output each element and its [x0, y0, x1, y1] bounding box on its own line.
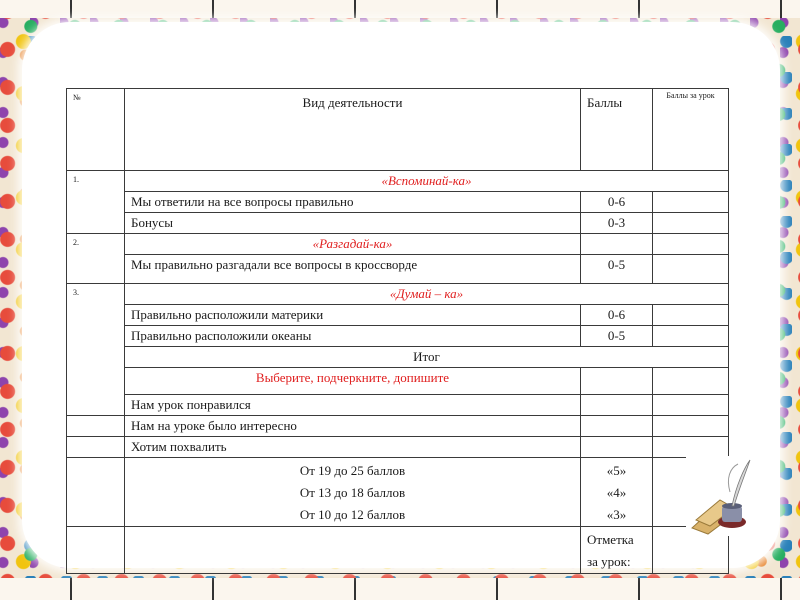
instruction-row	[67, 368, 729, 395]
total-row	[67, 347, 729, 368]
background-top-strip	[0, 0, 800, 18]
table-row	[67, 305, 729, 326]
section-row	[67, 234, 729, 255]
empty-cell	[653, 368, 729, 395]
feedback-row	[67, 395, 729, 416]
activity-cell: Правильно расположили океаны	[125, 326, 581, 347]
table-row	[67, 255, 729, 284]
grading-marks	[581, 458, 653, 527]
feedback-text: Нам на уроке было интересно	[125, 416, 581, 437]
empty-cell	[581, 395, 653, 416]
quill-and-inkwell-icon	[686, 456, 754, 536]
grading-range: От 19 до 25 баллов	[299, 463, 406, 478]
final-mark-row	[67, 527, 729, 574]
table-row	[67, 326, 729, 347]
feedback-row	[67, 416, 729, 437]
total-label: Итог	[125, 347, 729, 368]
table-row	[67, 213, 729, 234]
empty-cell	[581, 437, 653, 458]
feedback-text: Хотим похвалить	[125, 437, 581, 458]
score-cell: 0-5	[581, 326, 653, 347]
section-number: 1.	[67, 171, 125, 234]
empty-number-cell	[67, 437, 125, 458]
score-cell: 0-5	[581, 255, 653, 284]
score-cell: 0-6	[581, 305, 653, 326]
activity-cell: Мы ответили на все вопросы правильно	[125, 192, 581, 213]
lesson-score-cell[interactable]	[653, 234, 729, 255]
section-row	[67, 171, 729, 192]
empty-number-cell	[67, 416, 125, 437]
grading-row	[67, 458, 729, 527]
empty-cell	[653, 416, 729, 437]
grading-ranges	[125, 458, 581, 527]
activity-cell: Бонусы	[125, 213, 581, 234]
activity-cell: Правильно расположили материки	[125, 305, 581, 326]
score-cell: 0-3	[581, 213, 653, 234]
empty-cell	[653, 395, 729, 416]
lesson-score-cell[interactable]	[653, 326, 729, 347]
grading-range: От 10 до 12 баллов	[299, 507, 406, 522]
table-row	[67, 192, 729, 213]
empty-number-cell	[67, 527, 125, 574]
final-mark-label: Отметка за урок:	[581, 527, 653, 574]
header-number: №	[67, 89, 125, 171]
lesson-score-cell[interactable]	[653, 213, 729, 234]
lesson-score-cell[interactable]	[653, 255, 729, 284]
activity-cell: Мы правильно разгадали все вопросы в кроссворде	[125, 255, 581, 284]
empty-cell	[125, 527, 581, 574]
grading-mark: «3»	[606, 507, 627, 522]
score-cell-empty	[581, 234, 653, 255]
section-title: «Думай – ка»	[125, 284, 729, 305]
grading-mark: «4»	[606, 485, 627, 500]
header-score: Баллы	[581, 89, 653, 171]
section-title: «Разгадай-ка»	[125, 234, 581, 255]
lesson-score-cell[interactable]	[653, 192, 729, 213]
grading-mark: «5»	[606, 463, 627, 478]
section-title: «Вспоминай-ка»	[125, 171, 729, 192]
instruction-text: Выберите, подчеркните, допишите	[125, 368, 581, 395]
header-lesson-score: Баллы за урок	[653, 89, 729, 171]
lesson-score-cell[interactable]	[653, 305, 729, 326]
score-table	[66, 88, 729, 574]
score-cell: 0-6	[581, 192, 653, 213]
header-activity: Вид деятельности	[125, 89, 581, 171]
grading-range: От 13 до 18 баллов	[299, 485, 406, 500]
feedback-text: Нам урок понравился	[125, 395, 581, 416]
section-number: 3.	[67, 284, 125, 416]
section-number: 2.	[67, 234, 125, 284]
header-row	[67, 89, 729, 171]
empty-number-cell	[67, 458, 125, 527]
empty-cell	[581, 368, 653, 395]
feedback-row	[67, 437, 729, 458]
empty-cell	[581, 416, 653, 437]
section-row	[67, 284, 729, 305]
background-bottom-strip	[0, 578, 800, 600]
empty-cell	[653, 437, 729, 458]
